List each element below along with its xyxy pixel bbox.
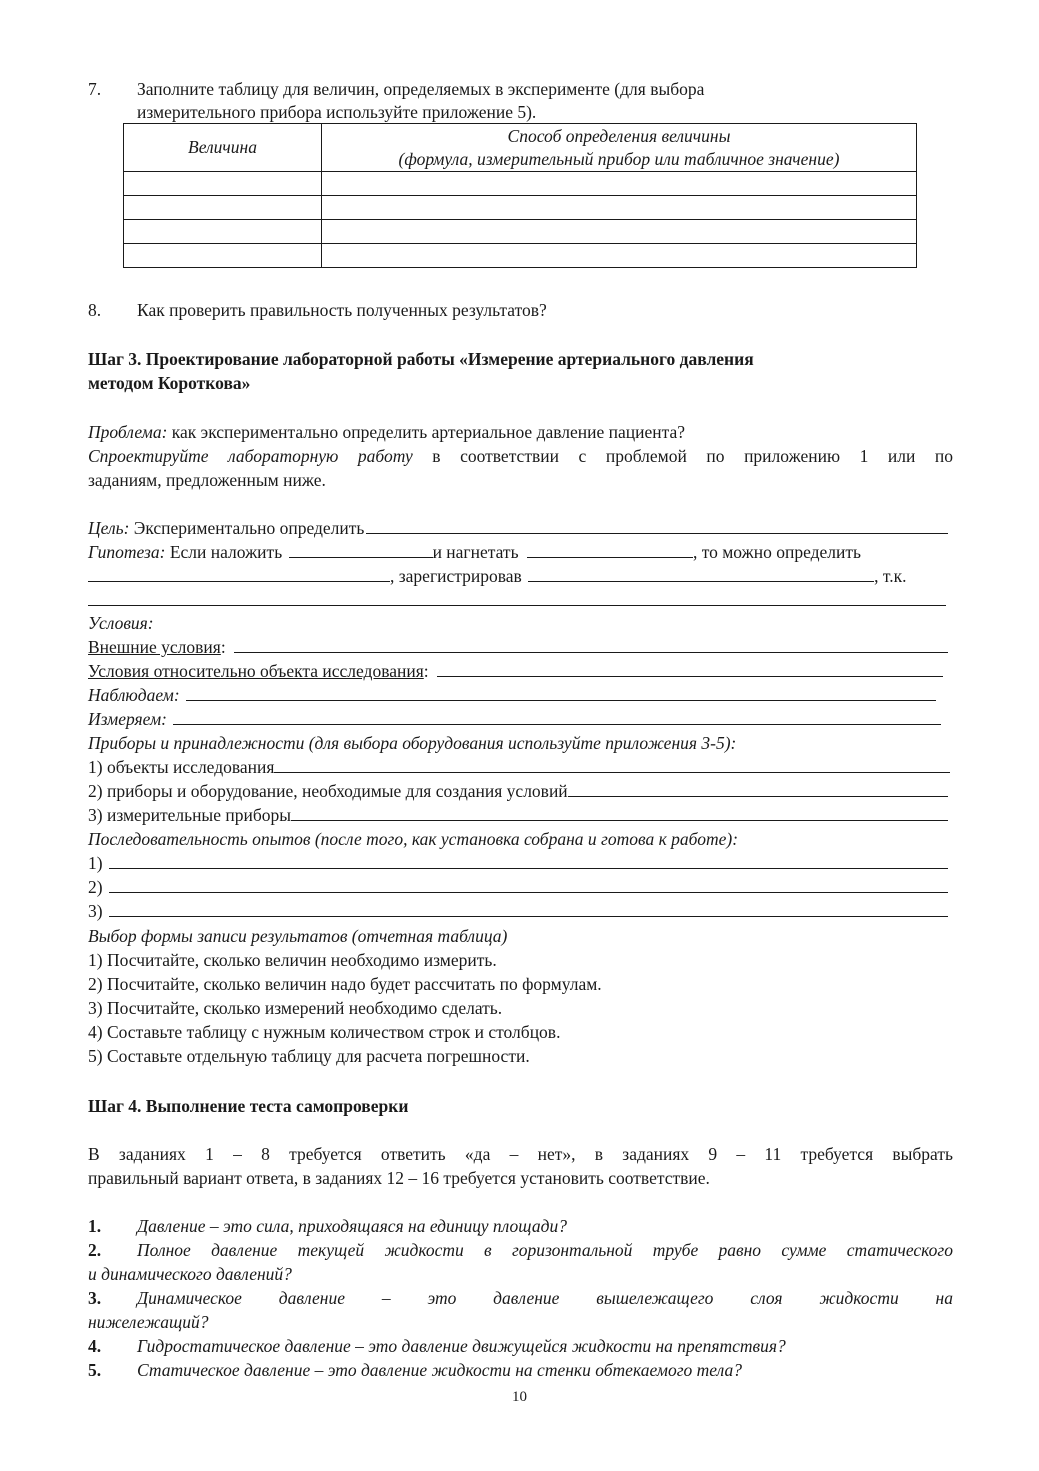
table-cell[interactable] <box>124 244 322 268</box>
step3-title-line2: методом Короткова» <box>88 373 251 393</box>
question-text-continued: нижележащий? <box>88 1312 209 1332</box>
hypothesis-blank-apply[interactable] <box>289 540 433 558</box>
hypothesis-text5: , т.к. <box>874 566 907 586</box>
object-conditions-label: Условия относительно объекта исследования <box>88 661 424 681</box>
design-line <box>88 444 953 468</box>
table-row <box>124 244 917 268</box>
hypothesis-blank-register[interactable] <box>528 564 874 582</box>
hypothesis-label: Гипотеза: <box>88 542 166 562</box>
results-instruction: 3) Посчитайте, сколько измерений необходимо сделать. <box>88 998 503 1018</box>
results-instruction: 2) Посчитайте, сколько величин надо будет рассчитать по формулам. <box>88 974 602 994</box>
devices-label: Приборы и принадлежности (для выбора оборудования используйте приложения 3-5): <box>88 733 737 753</box>
sequence-step-blank[interactable] <box>109 899 948 917</box>
table-header-method-line2: (формула, измерительный прибор или табличное значение) <box>398 148 840 169</box>
design-label: Спроектируйте лабораторную работу <box>88 446 413 466</box>
sequence-step-number: 3) <box>88 901 103 921</box>
question-text: Статическое давление – это давление жидкости на стенки обтекаемого тела? <box>137 1360 742 1380</box>
devices-equipment-line <box>88 779 948 803</box>
step4-intro-line1: В заданиях 1 – 8 требуется ответить «да – нет», в заданиях 9 – 11 требуется выбрать <box>88 1144 953 1164</box>
question-text-continued: и динамического давлений? <box>88 1264 292 1284</box>
observe-blank[interactable] <box>186 683 936 701</box>
devices-objects-blank[interactable] <box>274 755 950 773</box>
hypothesis-blank-determine[interactable] <box>88 564 390 582</box>
hypothesis-text2: и нагнетать <box>432 542 519 562</box>
goal-text: Экспериментально определить <box>129 518 365 538</box>
conditions-label: Условия: <box>88 613 154 633</box>
step3-title-line1: Шаг 3. Проектирование лабораторной работы «Измерение артериального давления <box>88 349 754 369</box>
sequence-step-line <box>88 899 948 923</box>
measure-line <box>88 707 941 731</box>
hypothesis-blank-pump[interactable] <box>527 540 693 558</box>
goal-label: Цель: <box>88 518 130 538</box>
question-number: 4. <box>88 1336 102 1356</box>
table-header-method <box>322 124 917 172</box>
sequence-step-line <box>88 875 948 899</box>
hypothesis-text3: , то можно определить <box>692 542 861 562</box>
observe-line <box>88 683 936 707</box>
table-header-quantity: Величина <box>124 124 322 172</box>
devices-equipment-label: 2) приборы и оборудование, необходимые для создания условий <box>88 781 568 801</box>
results-instruction: 4) Составьте таблицу с нужным количеством строк и столбцов. <box>88 1022 561 1042</box>
table-row <box>124 220 917 244</box>
question-text: Динамическое давление – это давление вышележащего слоя жидкости на <box>137 1288 953 1308</box>
question-number: 2. <box>88 1240 102 1260</box>
table-cell[interactable] <box>124 220 322 244</box>
item-7-text-line2: измерительного прибора используйте приложение 5). <box>137 102 537 122</box>
problem-label: Проблема: <box>88 422 168 442</box>
sequence-step-blank[interactable] <box>109 851 948 869</box>
page-number: 10 <box>512 1389 527 1405</box>
external-conditions-label: Внешние условия <box>88 637 221 657</box>
devices-objects-label: 1) объекты исследования <box>88 757 275 777</box>
table-row <box>124 196 917 220</box>
question-number: 3. <box>88 1288 102 1308</box>
table-cell[interactable] <box>124 196 322 220</box>
table-header-method-line1: Способ определения величины <box>507 125 731 146</box>
question-number: 5. <box>88 1360 102 1380</box>
devices-objects-line <box>88 755 950 779</box>
hypothesis-line2 <box>88 564 953 588</box>
table-row <box>124 172 917 196</box>
item-7-number: 7. <box>88 79 102 99</box>
sequence-label: Последовательность опытов (после того, как установка собрана и готова к работе): <box>88 829 739 849</box>
external-conditions-blank[interactable] <box>234 635 948 653</box>
hypothesis-text4: , зарегистрировав <box>390 566 522 586</box>
devices-measuring-blank[interactable] <box>291 803 948 821</box>
table-cell[interactable] <box>322 220 917 244</box>
results-instruction: 5) Составьте отдельную таблицу для расчета погрешности. <box>88 1046 530 1066</box>
sequence-step-number: 2) <box>88 877 103 897</box>
problem-line <box>88 420 953 444</box>
colon: : <box>220 637 226 657</box>
results-form-label: Выбор формы записи результатов (отчетная таблица) <box>88 926 508 946</box>
design-text: в соответствии с проблемой по приложению 1 или по <box>412 446 954 466</box>
external-conditions-line <box>88 635 948 659</box>
goal-blank[interactable] <box>366 516 948 534</box>
measure-label: Измеряем: <box>88 709 167 729</box>
question-text: Полное давление текущей жидкости в горизонтальной трубе равно сумме статического <box>137 1240 953 1260</box>
measure-blank[interactable] <box>173 707 941 725</box>
problem-text: как экспериментально определить артериальное давление пациента? <box>167 422 686 442</box>
question-text: Гидростатическое давление – это давление движущейся жидкости на препятствия? <box>137 1336 786 1356</box>
goal-line <box>88 516 948 540</box>
quantities-table <box>123 123 917 268</box>
table-header-row <box>124 124 917 172</box>
hypothesis-text1: Если наложить <box>165 542 283 562</box>
devices-measuring-label: 3) измерительные приборы <box>88 805 291 825</box>
item-8-number: 8. <box>88 300 102 320</box>
hypothesis-blank-reason[interactable] <box>88 605 946 606</box>
design-line2: заданиям, предложенным ниже. <box>88 470 326 490</box>
item-8-text: Как проверить правильность полученных результатов? <box>137 300 547 320</box>
observe-label: Наблюдаем: <box>88 685 180 705</box>
sequence-step-blank[interactable] <box>109 875 948 893</box>
table-cell[interactable] <box>322 196 917 220</box>
devices-measuring-line <box>88 803 948 827</box>
object-conditions-line <box>88 659 943 683</box>
devices-equipment-blank[interactable] <box>568 779 948 797</box>
step4-intro-line2: правильный вариант ответа, в заданиях 12 – 16 требуется установить соответствие. <box>88 1168 710 1188</box>
table-cell[interactable] <box>124 172 322 196</box>
colon: : <box>423 661 429 681</box>
sequence-step-number: 1) <box>88 853 103 873</box>
table-cell[interactable] <box>322 244 917 268</box>
question-number: 1. <box>88 1216 102 1236</box>
results-instruction: 1) Посчитайте, сколько величин необходимо измерить. <box>88 950 497 970</box>
table-cell[interactable] <box>322 172 917 196</box>
item-7-text-line1: Заполните таблицу для величин, определяемых в эксперименте (для выбора <box>137 79 705 99</box>
sequence-step-line <box>88 851 948 875</box>
object-conditions-blank[interactable] <box>437 659 943 677</box>
hypothesis-line1 <box>88 540 953 564</box>
step4-title: Шаг 4. Выполнение теста самопроверки <box>88 1096 409 1116</box>
question-text: Давление – это сила, приходящаяся на единицу площади? <box>137 1216 567 1236</box>
